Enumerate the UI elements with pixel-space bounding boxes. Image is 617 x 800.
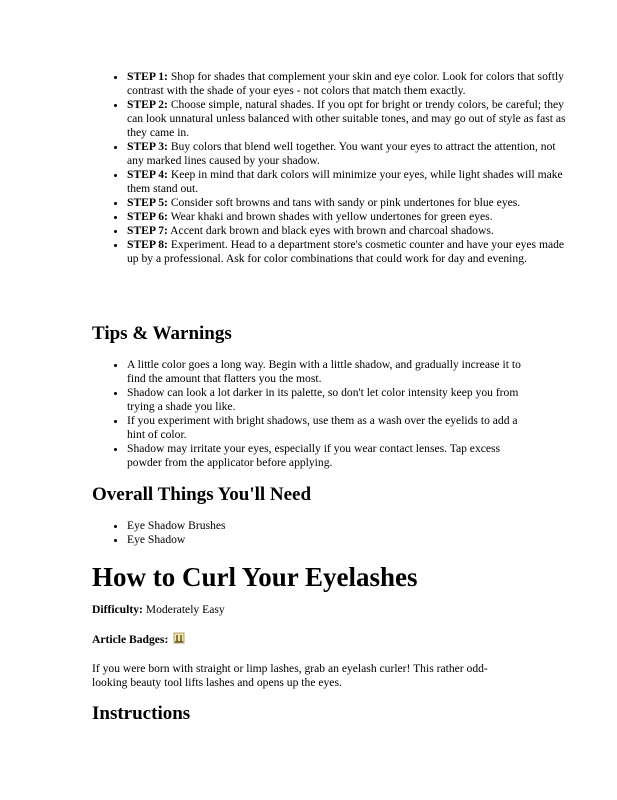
step-text: Keep in mind that dark colors will minimize your eyes, while light shades will make them stand out. xyxy=(127,168,563,195)
difficulty-line xyxy=(92,603,522,617)
step-text: Choose simple, natural shades. If you opt for bright or trendy colors, be careful; they can look unnatural unless balanced with other suitable tones, and may go out of style as fast as they came in. xyxy=(127,98,566,139)
step-text: Experiment. Head to a department store's cosmetic counter and have your eyes made up by a professional. Ask for color combinations that could work for day and evening. xyxy=(127,238,565,265)
tips-section xyxy=(92,358,537,470)
badges-label: Article Badges: xyxy=(92,633,169,646)
step-item xyxy=(127,224,567,238)
difficulty-value: Moderately Easy xyxy=(142,603,225,616)
article-title: How to Curl Your Eyelashes xyxy=(92,562,418,592)
tip-item: • Shadow can look a lot darker in its palette, so don't let color intensity keep you from trying a shade you like. xyxy=(127,386,537,414)
needs-section xyxy=(92,519,537,547)
tip-item: • A little color goes a long way. Begin with a little shadow, and gradually increase it to find the amount that flatters you the most. xyxy=(127,358,537,386)
step-label: STEP 1: xyxy=(127,70,168,83)
badge-icon xyxy=(173,632,185,644)
step-item xyxy=(127,140,567,168)
step-item xyxy=(127,238,567,266)
needs-heading: Overall Things You'll Need xyxy=(92,484,312,505)
intro-paragraph: If you were born with straight or limp lashes, grab an eyelash curler! This rather odd-looking beauty tool lifts lashes and opens up the eyes. xyxy=(92,662,488,689)
step-label: STEP 5: xyxy=(127,196,168,209)
needs-list xyxy=(92,519,537,547)
steps-list xyxy=(92,70,567,266)
step-text: Accent dark brown and black eyes with brown and charcoal shadows. xyxy=(167,224,494,237)
step-label: STEP 8: xyxy=(127,238,168,251)
step-label: STEP 4: xyxy=(127,168,168,181)
step-label: STEP 6: xyxy=(127,210,168,223)
step-item xyxy=(127,196,567,210)
step-label: STEP 2: xyxy=(127,98,168,111)
tip-item: • If you experiment with bright shadows, use them as a wash over the eyelids to add a hint of color. xyxy=(127,414,537,442)
badges-line xyxy=(92,632,522,647)
step-label: STEP 7: xyxy=(127,224,168,237)
step-item xyxy=(127,210,567,224)
difficulty-label: Difficulty: xyxy=(92,603,143,616)
step-label: STEP 3: xyxy=(127,140,168,153)
step-item xyxy=(127,70,567,98)
need-item: • Eye Shadow Brushes xyxy=(127,519,537,533)
step-text: Shop for shades that complement your skin and eye color. Look for colors that softly contrast with the shade of your eyes - not colors that match them exactly. xyxy=(127,70,564,97)
instructions-heading: Instructions xyxy=(92,703,191,724)
step-text: Consider soft browns and tans with sandy or pink undertones for blue eyes. xyxy=(167,196,521,209)
tip-item: • Shadow may irritate your eyes, especially if you wear contact lenses. Tap excess powder from the applicator before applying. xyxy=(127,442,537,470)
tips-list xyxy=(92,358,537,470)
step-item xyxy=(127,98,567,140)
step-text: Buy colors that blend well together. You want your eyes to attract the attention, not any marked lines caused by your shadow. xyxy=(127,140,556,167)
need-item: • Eye Shadow xyxy=(127,533,537,547)
tips-heading: Tips & Warnings xyxy=(92,323,232,344)
step-item xyxy=(127,168,567,196)
step-text: Wear khaki and brown shades with yellow undertones for green eyes. xyxy=(167,210,493,223)
